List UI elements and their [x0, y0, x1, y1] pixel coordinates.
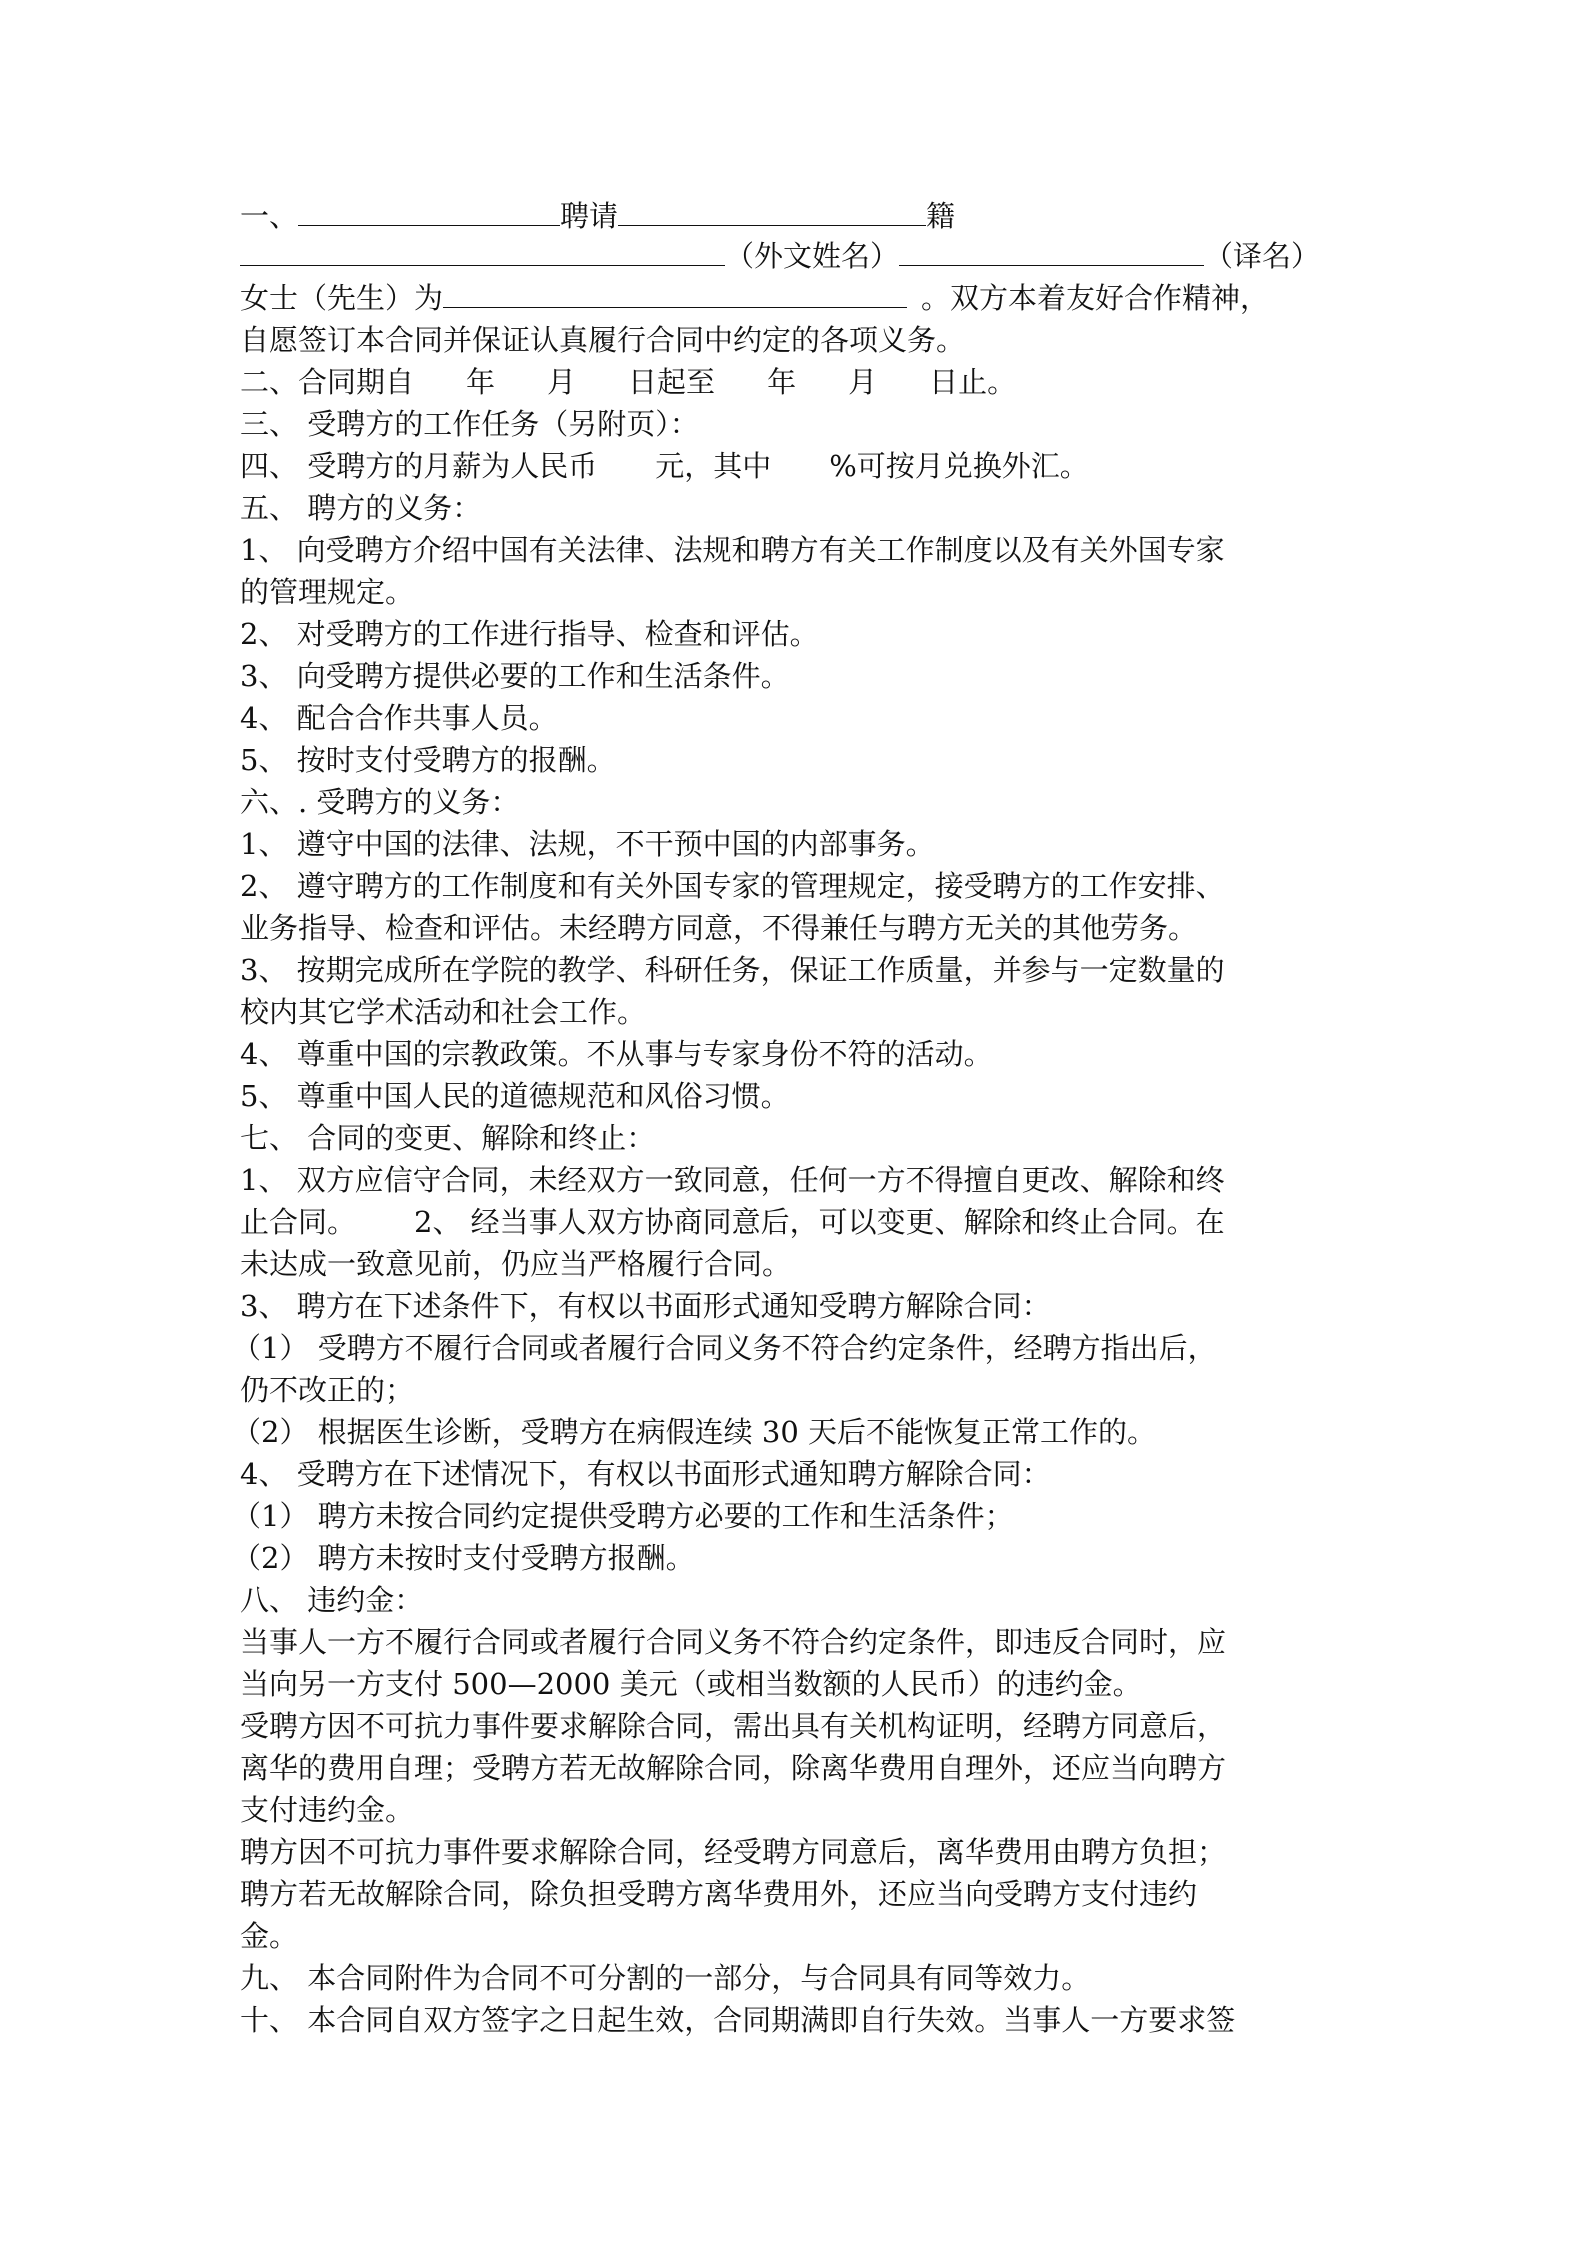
clause-2: 二、合同期自 年 月 日起至 年 月 日止。 [240, 365, 1017, 399]
translated-name-blank[interactable] [899, 241, 1204, 266]
clause-1-line-3 [240, 278, 1269, 318]
title-label: 女士（先生）为 [240, 281, 444, 315]
clause-7-item-3-sub-2: （2） 根据医生诊断，受聘方在病假连续 30 天后不能恢复正常工作的。 [232, 1415, 1157, 1449]
clause-1-line-4: 自愿签订本合同并保证认真履行合同中约定的各项义务。 [240, 323, 966, 357]
clause-6-item-1: 1、 遵守中国的法律、法规，不干预中国的内部事务。 [240, 827, 935, 861]
clause-7-item-3-sub-1-line-2: 仍不改正的； [240, 1373, 415, 1407]
clause-1-text: 。双方本着友好合作精神， [921, 281, 1270, 315]
clause-7-item-4: 4、 受聘方在下述情况下，有权以书面形式通知聘方解除合同： [240, 1457, 1051, 1491]
clause-8-para-2-line-3: 支付违约金。 [240, 1793, 415, 1827]
clause-7-item-4-sub-1: （1） 聘方未按合同约定提供受聘方必要的工作和生活条件； [232, 1499, 1014, 1533]
clause-8-para-3-line-1: 聘方因不可抗力事件要求解除合同，经受聘方同意后，离华费用由聘方负担； [240, 1835, 1227, 1869]
clause-6-item-5: 5、 尊重中国人民的道德规范和风俗习惯。 [240, 1079, 790, 1113]
clause-1-line-1 [240, 196, 955, 236]
clause-8-para-2-line-2: 离华的费用自理；受聘方若无故解除合同，除离华费用自理外，还应当向聘方 [240, 1751, 1227, 1785]
clause-7-item-1-line-2: 止合同。 2、 经当事人双方协商同意后，可以变更、解除和终止合同。在 [240, 1205, 1225, 1239]
foreign-name-label: （外文姓名） [725, 239, 900, 273]
hire-text: 聘请 [560, 199, 619, 233]
clause-6-item-3-line-2: 校内其它学术活动和社会工作。 [240, 995, 647, 1029]
clause-7-item-4-sub-2: （2） 聘方未按时支付受聘方报酬。 [232, 1541, 695, 1575]
nationality-label: 籍 [926, 199, 956, 233]
clause-7-item-1-line-3: 未达成一致意见前，仍应当严格履行合同。 [240, 1247, 792, 1281]
clause-1-number: 一、 [240, 199, 299, 233]
translated-name-label: （译名） [1204, 239, 1321, 273]
clause-6-item-4: 4、 尊重中国的宗教政策。不从事与专家身份不符的活动。 [240, 1037, 993, 1071]
employer-name-blank[interactable] [298, 201, 560, 226]
clause-3: 三、 受聘方的工作任务（另附页）： [240, 407, 699, 441]
clause-1-line-2 [240, 236, 1320, 276]
clause-5-item-1-line-1: 1、 向受聘方介绍中国有关法律、法规和聘方有关工作制度以及有关外国专家 [240, 533, 1225, 567]
nationality-blank[interactable] [618, 201, 926, 226]
position-blank[interactable] [443, 283, 907, 308]
clause-8-para-1-line-2: 当向另一方支付 500—2000 美元（或相当数额的人民币）的违约金。 [240, 1667, 1142, 1701]
clause-8-para-3-line-3: 金。 [240, 1919, 299, 1953]
clause-6-item-2-line-1: 2、 遵守聘方的工作制度和有关外国专家的管理规定，接受聘方的工作安排、 [240, 869, 1225, 903]
clause-7-item-3-sub-1-line-1: （1） 受聘方不履行合同或者履行合同义务不符合约定条件，经聘方指出后， [232, 1331, 1217, 1365]
clause-7-item-3: 3、 聘方在下述条件下，有权以书面形式通知受聘方解除合同： [240, 1289, 1051, 1323]
clause-5-title: 五、 聘方的义务： [240, 491, 482, 525]
clause-8-para-1-line-1: 当事人一方不履行合同或者履行合同义务不符合约定条件，即违反合同时，应 [240, 1625, 1227, 1659]
clause-6-item-3-line-1: 3、 按期完成所在学院的教学、科研任务，保证工作质量，并参与一定数量的 [240, 953, 1225, 987]
clause-5-item-3: 3、 向受聘方提供必要的工作和生活条件。 [240, 659, 790, 693]
clause-6-title: 六、. 受聘方的义务： [240, 785, 520, 819]
clause-5-item-1-line-2: 的管理规定。 [240, 575, 415, 609]
clause-7-item-1-line-1: 1、 双方应信守合同，未经双方一致同意，任何一方不得擅自更改、解除和终 [240, 1163, 1225, 1197]
clause-10: 十、 本合同自双方签字之日起生效，合同期满即自行失效。当事人一方要求签 [240, 2003, 1236, 2037]
foreign-name-blank[interactable] [240, 241, 725, 266]
clause-8-title: 八、 违约金： [240, 1583, 424, 1617]
clause-8-para-3-line-2: 聘方若无故解除合同，除负担受聘方离华费用外，还应当向受聘方支付违约 [240, 1877, 1198, 1911]
clause-5-item-2: 2、 对受聘方的工作进行指导、检查和评估。 [240, 617, 819, 651]
clause-5-item-5: 5、 按时支付受聘方的报酬。 [240, 743, 616, 777]
clause-6-item-2-line-2: 业务指导、检查和评估。未经聘方同意，不得兼任与聘方无关的其他劳务。 [240, 911, 1198, 945]
clause-5-item-4: 4、 配合合作共事人员。 [240, 701, 558, 735]
clause-7-title: 七、 合同的变更、解除和终止： [240, 1121, 656, 1155]
clause-4: 四、 受聘方的月薪为人民币 元，其中 %可按月兑换外汇。 [240, 449, 1089, 483]
clause-9: 九、 本合同附件为合同不可分割的一部分，与合同具有同等效力。 [240, 1961, 1091, 1995]
clause-8-para-2-line-1: 受聘方因不可抗力事件要求解除合同，需出具有关机构证明，经聘方同意后， [240, 1709, 1227, 1743]
